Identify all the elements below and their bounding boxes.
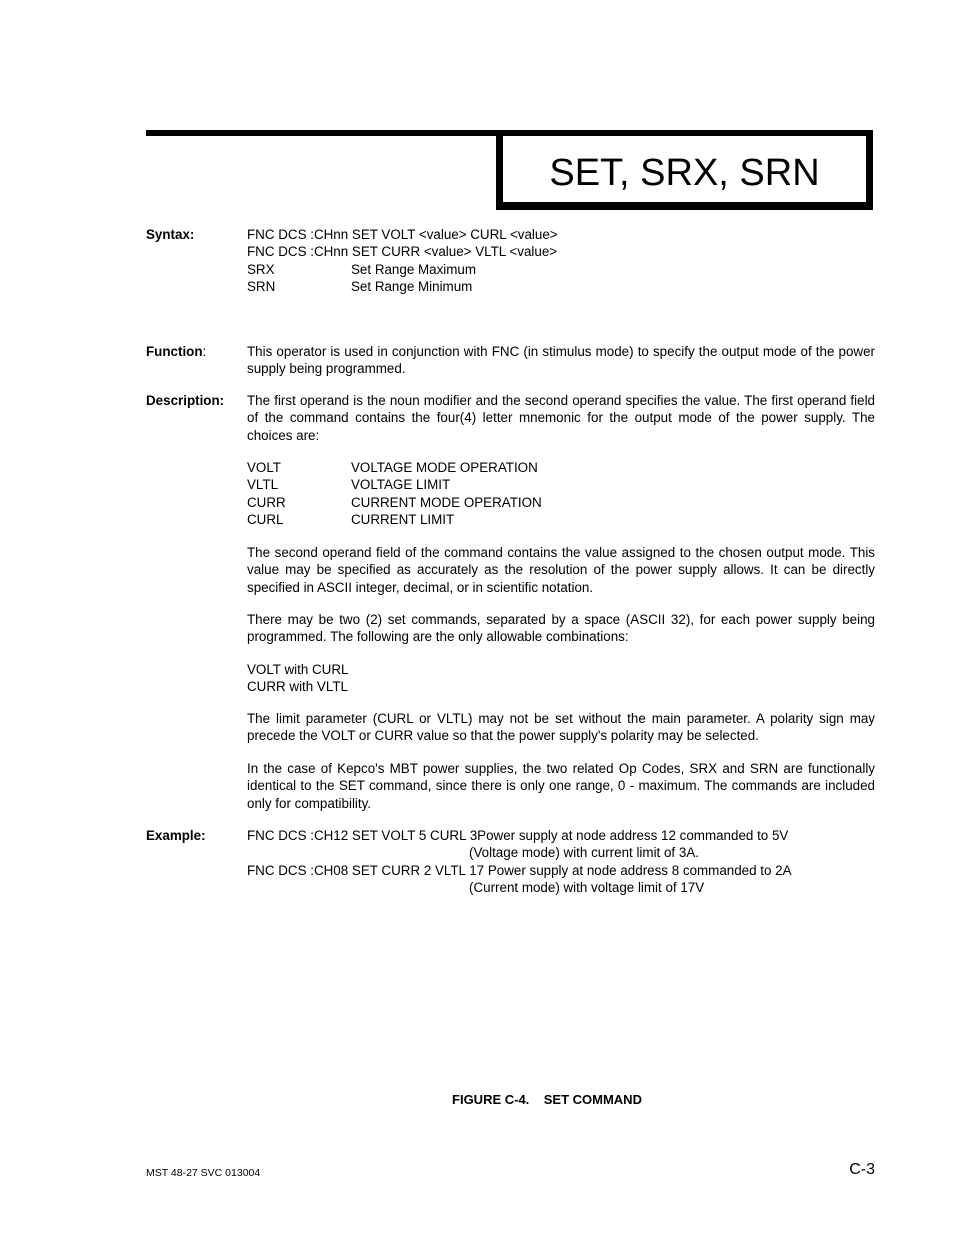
- example-label: Example:: [146, 828, 206, 843]
- page-title: SET, SRX, SRN: [549, 152, 820, 194]
- function-text: This operator is used in conjunction with FNC (in stimulus mode) to specify the output mode of the power supply being programmed.: [247, 344, 875, 377]
- example-continuation: (Voltage mode) with current limit of 3A.: [469, 845, 699, 861]
- mode-choice: CURR CURRENT MODE OPERATION: [247, 494, 542, 510]
- mode-choices-list: [247, 459, 875, 528]
- description-paragraph-value: The second operand field of the command contains the value assigned to the chosen output mode. This value may be specified as accurately as the resolution of the power supply allows. It can be directly specified in ASCII integer, decimal, or in scientific notation.: [247, 545, 875, 595]
- opcode-code: SRN: [247, 278, 276, 294]
- mode-choice: VLTL VOLTAGE LIMIT: [247, 477, 451, 493]
- opcode-row: [247, 261, 875, 278]
- example-continuation: (Current mode) with voltage limit of 17V: [469, 879, 705, 895]
- combinations-list: [247, 661, 875, 696]
- title-box: [496, 130, 873, 210]
- example-command: FNC DCS :CH12 SET VOLT 5 CURL 3Power supply at node address 12 commanded to 5V: [247, 828, 789, 843]
- opcode-meaning: Set Range Maximum: [351, 261, 477, 277]
- figure-caption: FIGURE C-4. SET COMMAND: [452, 1092, 642, 1107]
- description-paragraph-combinations: There may be two (2) set commands, separated by a space (ASCII 32), for each power supply being programmed. The following are the only allowable combinations:: [247, 612, 875, 645]
- opcode-row: [247, 278, 875, 295]
- footer-doc-id: MST 48-27 SVC 013004: [146, 1167, 261, 1179]
- example-command: FNC DCS :CH08 SET CURR 2 VLTL 17 Power supply at node address 8 commanded to 2A: [247, 862, 792, 878]
- function-label: Function:: [146, 344, 207, 359]
- mode-choice: VOLT VOLTAGE MODE OPERATION: [247, 460, 538, 475]
- syntax-label: Syntax:: [146, 227, 195, 242]
- syntax-line: FNC DCS :CHnn SET CURR <value> VLTL <value>: [247, 244, 558, 260]
- footer-page-number: C-3: [849, 1161, 875, 1178]
- mode-choice: CURL CURRENT LIMIT: [247, 511, 455, 527]
- description-paragraph-mbt: In the case of Kepco's MBT power supplies, the two related Op Codes, SRX and SRN are functionally identical to the SET command, since there is only one range, 0 - maximum. The commands are included only for compatibility.: [247, 761, 875, 811]
- opcode-meaning: Set Range Minimum: [351, 278, 473, 294]
- opcode-code: SRX: [247, 261, 275, 277]
- example-block: [247, 827, 875, 896]
- syntax-line: FNC DCS :CHnn SET VOLT <value> CURL <value>: [247, 227, 558, 242]
- combination-item: CURR with VLTL: [247, 679, 348, 695]
- combination-item: VOLT with CURL: [247, 662, 349, 677]
- description-paragraph-polarity: The limit parameter (CURL or VLTL) may not be set without the main parameter. A polarity sign may precede the VOLT or CURR value so that the power supply's polarity may be selected.: [247, 711, 875, 744]
- description-label: Description:: [146, 393, 225, 408]
- description-intro: The first operand is the noun modifier and the second operand specifies the value. The first operand field of the command contains the four(4) letter mnemonic for the output mode of the power supply. The choices are:: [247, 393, 875, 443]
- syntax-block: [247, 226, 875, 295]
